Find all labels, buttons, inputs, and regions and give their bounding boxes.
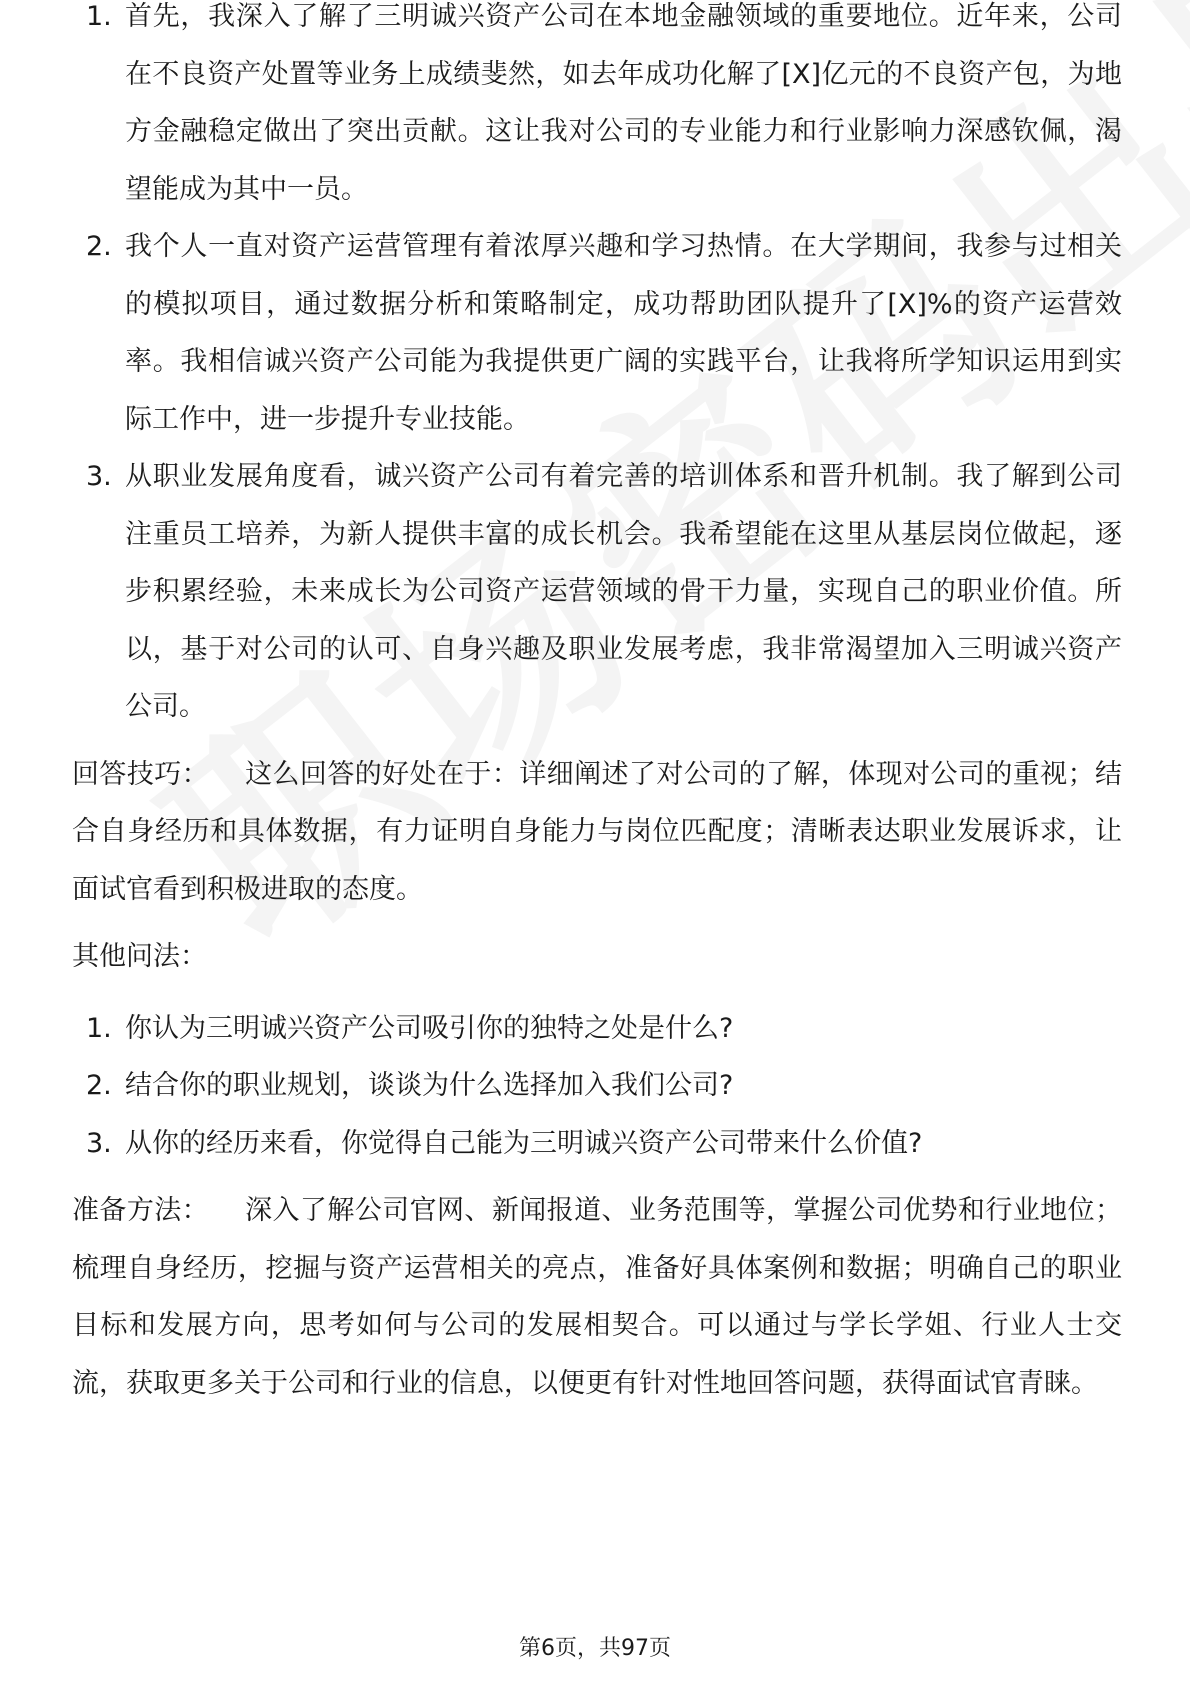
page-footer: 第6页，共97页	[519, 1636, 671, 1661]
answer-tips-label: 回答技巧：	[72, 758, 210, 790]
list-item	[72, 0, 1122, 218]
list-number: 2.	[86, 231, 112, 262]
preparation-text: 深入了解公司官网、新闻报道、业务范围等，掌握公司优势和行业地位；梳理自身经历，挖掘与资产运营相关的亮点，准备好具体案例和数据；明确自己的职业目标和发展方向，思考如何与公司的发展相契合。可以通过与学长学姐、行业人士交流，获取更多关于公司和行业的信息，以便更有针对性地回答问题，获得面试官青睐。	[72, 1195, 1122, 1399]
list-item	[72, 1057, 1122, 1115]
list-item-text: 从职业发展角度看，诚兴资产公司有着完善的培训体系和晋升机制。我了解到公司注重员工培养，为新人提供丰富的成长机会。我希望能在这里从基层岗位做起，逐步积累经验，未来成长为公司资产运营领域的骨干力量，实现自己的职业价值。所以，基于对公司的认可、自身兴趣及职业发展考虑，我非常渴望加入三明诚兴资产公司。	[125, 461, 1122, 722]
list-item	[72, 1115, 1122, 1173]
list-item	[72, 448, 1122, 736]
answer-tips-text: 这么回答的好处在于：详细阐述了对公司的了解，体现对公司的重视；结合自身经历和具体数据，有力证明自身能力与岗位匹配度；清晰表达职业发展诉求，让面试官看到积极进取的态度。	[72, 758, 1122, 905]
list-number: 3.	[86, 1127, 112, 1159]
list-item	[72, 1000, 1122, 1058]
list-item-text: 从你的经历来看，你觉得自己能为三明诚兴资产公司带来什么价值?	[125, 1127, 923, 1159]
list-number: 1.	[86, 1, 112, 32]
page-content	[72, 1, 1122, 1412]
list-number: 3.	[86, 461, 112, 492]
list-item-text: 首先，我深入了解了三明诚兴资产公司在本地金融领域的重要地位。近年来，公司在不良资产处置等业务上成绩斐然，如去年成功化解了[X]亿元的不良资产包，为地方金融稳定做出了突出贡献。这让我对公司的专业能力和行业影响力深感钦佩，渴望能成为其中一员。	[125, 1, 1122, 205]
preparation-paragraph	[72, 1182, 1122, 1412]
list-item-text: 我个人一直对资产运营管理有着浓厚兴趣和学习热情。在大学期间，我参与过相关的模拟项目，通过数据分析和策略制定，成功帮助团队提升了[X]%的资产运营效率。我相信诚兴资产公司能为我提供更广阔的实践平台，让我将所学知识运用到实际工作中，进一步提升专业技能。	[125, 231, 1122, 435]
list-item-text: 结合你的职业规划，谈谈为什么选择加入我们公司?	[125, 1070, 734, 1101]
other-questions-label: 其他问法：	[72, 941, 207, 972]
list-item-text: 你认为三明诚兴资产公司吸引你的独特之处是什么?	[125, 1012, 734, 1044]
list-number: 1.	[86, 1012, 112, 1044]
reason-list	[72, 0, 1122, 736]
preparation-label: 准备方法：	[72, 1195, 210, 1226]
list-number: 2.	[86, 1070, 112, 1101]
answer-tips-paragraph	[72, 746, 1122, 919]
list-item	[72, 218, 1122, 448]
other-questions-list	[72, 1000, 1122, 1173]
